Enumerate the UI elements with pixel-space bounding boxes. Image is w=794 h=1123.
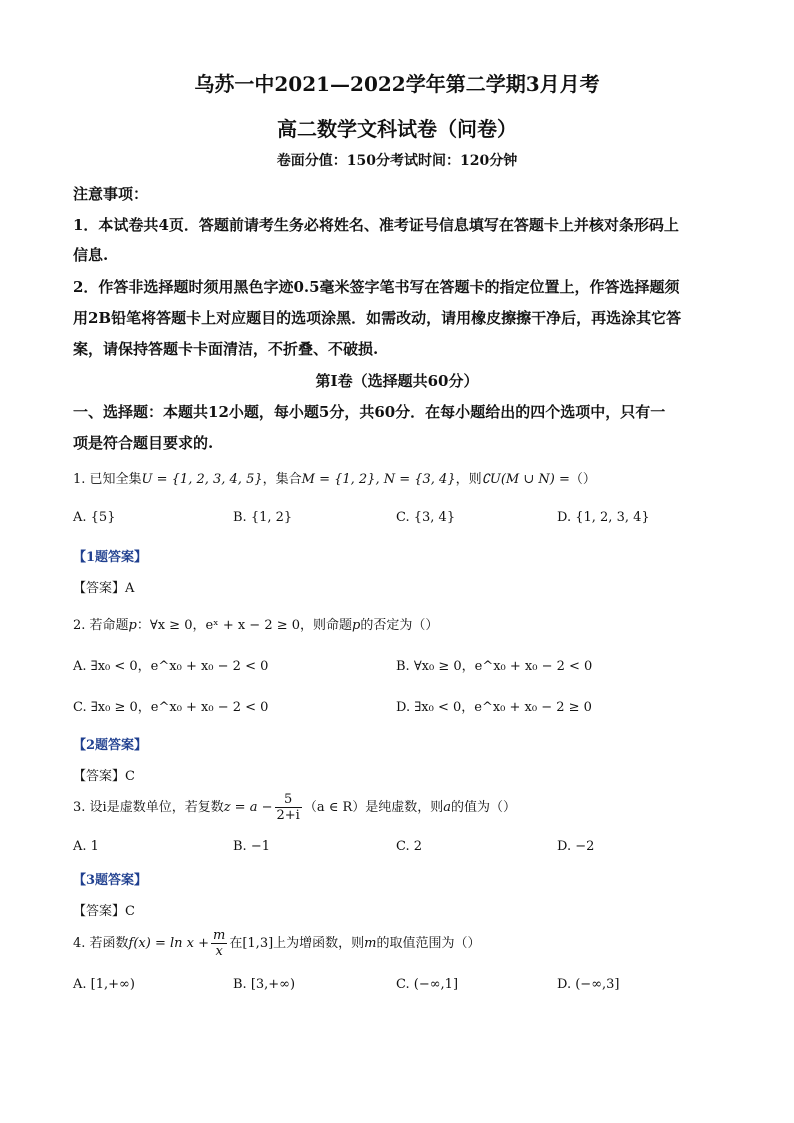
q4-frac-num: m [213, 928, 226, 943]
q3-option-c: C. 2 [396, 839, 423, 854]
q3-stem-e: 的值为（） [451, 800, 517, 815]
q3-option-b: B. −1 [233, 839, 270, 854]
q4-fraction [211, 928, 227, 959]
q2-stem-c: ：∀x ≥ 0，eˣ + x − 2 ≥ 0，则命题 [136, 618, 353, 633]
q3-option-a: A. 1 [73, 839, 99, 854]
q2-p-2: p [352, 618, 361, 633]
q1-option-a: A. {5} [73, 510, 116, 525]
q3-fraction [275, 792, 302, 823]
notice-item2-line3: 案，请保持答题卡卡面清洁，不折叠、不破损. [73, 340, 379, 358]
q1-set-u: U = {1, 2, 3, 4, 5} [141, 472, 263, 487]
q3-answer-heading: 【3题答案】 [73, 873, 148, 888]
q3-frac-num: 5 [275, 792, 302, 808]
q1-expression: ∁U(M ∪ N) = [481, 472, 570, 487]
question-4-stem [73, 928, 481, 959]
notice-item2-line2: 用2B铅笔将答题卡上对应题目的选项涂黑．如需改动，请用橡皮擦擦干净后，再选涂其它答 [73, 309, 682, 327]
q1-stem-a: 1. 已知全集 [73, 472, 142, 487]
q1-option-d: D. {1, 2, 3, 4} [557, 510, 650, 525]
q2-stem-e: 的否定为（） [360, 618, 439, 633]
q2-answer: 【答案】C [73, 769, 135, 784]
q4-frac-den: x [215, 944, 223, 959]
q2-answer-heading: 【2题答案】 [73, 738, 148, 753]
q1-stem-g: （） [569, 472, 596, 487]
notice-item1-line2: 信息. [73, 246, 109, 264]
section-intro-line2: 项是符合题目要求的. [73, 434, 214, 452]
q4-stem-c: 在[1,3]上为增函数，则 [229, 936, 365, 951]
question-3-stem [73, 792, 516, 823]
q4-option-a: A. [1,+∞) [73, 977, 135, 992]
q2-stem-a: 2. 若命题 [73, 618, 129, 633]
q4-m: m [364, 936, 377, 951]
q1-option-c: C. {3, 4} [396, 510, 456, 525]
q3-stem-c: （a ∈ R）是纯虚数，则 [303, 800, 444, 815]
notice-heading: 注意事项： [73, 185, 149, 203]
q2-option-d: D. ∃x₀ < 0，e^x₀ + x₀ − 2 ≥ 0 [396, 700, 592, 715]
q1-sets-mn: M = {1, 2}, N = {3, 4} [301, 472, 456, 487]
q2-option-c: C. ∃x₀ ≥ 0，e^x₀ + x₀ − 2 < 0 [73, 700, 269, 715]
q2-p: p [128, 618, 137, 633]
section-intro-line1: 一、选择题：本题共12小题，每小题5分，共60分．在每小题给出的四个选项中，只有一 [73, 403, 666, 421]
q3-stem-a: 3. 设i是虚数单位，若复数 [73, 800, 224, 815]
q1-stem-e: ，则 [455, 472, 482, 487]
q2-option-a: A. ∃x₀ < 0，e^x₀ + x₀ − 2 < 0 [73, 659, 269, 674]
q1-answer: 【答案】A [73, 581, 135, 596]
q4-option-d: D. (−∞,3] [557, 977, 620, 992]
notice-item1-line1: 1．本试卷共4页．答题前请考生务必将姓名、准考证号信息填写在答题卡上并核对条形码上 [73, 216, 679, 234]
q1-answer-heading: 【1题答案】 [73, 550, 148, 565]
q4-function: f(x) = ln x + [128, 936, 210, 951]
q4-option-b: B. [3,+∞) [233, 977, 296, 992]
q3-answer: 【答案】C [73, 904, 135, 919]
exam-subtitle: 高二数学文科试卷（问卷） [277, 117, 517, 141]
q1-option-b: B. {1, 2} [233, 510, 293, 525]
q1-stem-c: ，集合 [262, 472, 302, 487]
q3-option-d: D. −2 [557, 839, 595, 854]
question-2-stem [73, 614, 438, 633]
q2-option-b: B. ∀x₀ ≥ 0，e^x₀ + x₀ − 2 < 0 [396, 659, 593, 674]
q4-stem-a: 4. 若函数 [73, 936, 129, 951]
exam-info: 卷面分值：150分考试时间：120分钟 [276, 153, 518, 169]
q3-frac-den: 2+i [276, 808, 300, 823]
part-title: 第Ⅰ卷（选择题共60分） [315, 372, 479, 390]
q4-stem-e: 的取值范围为（） [376, 936, 481, 951]
exam-title: 乌苏一中2021—2022学年第二学期3月月考 [194, 72, 600, 96]
q4-option-c: C. (−∞,1] [396, 977, 459, 992]
q3-z: z = a − [223, 800, 273, 815]
question-1-stem [73, 468, 596, 487]
notice-item2-line1: 2．作答非选择题时须用黑色字迹0.5毫米签字笔书写在答题卡的指定位置上，作答选择题须 [73, 278, 680, 296]
q3-a: a [443, 800, 452, 815]
